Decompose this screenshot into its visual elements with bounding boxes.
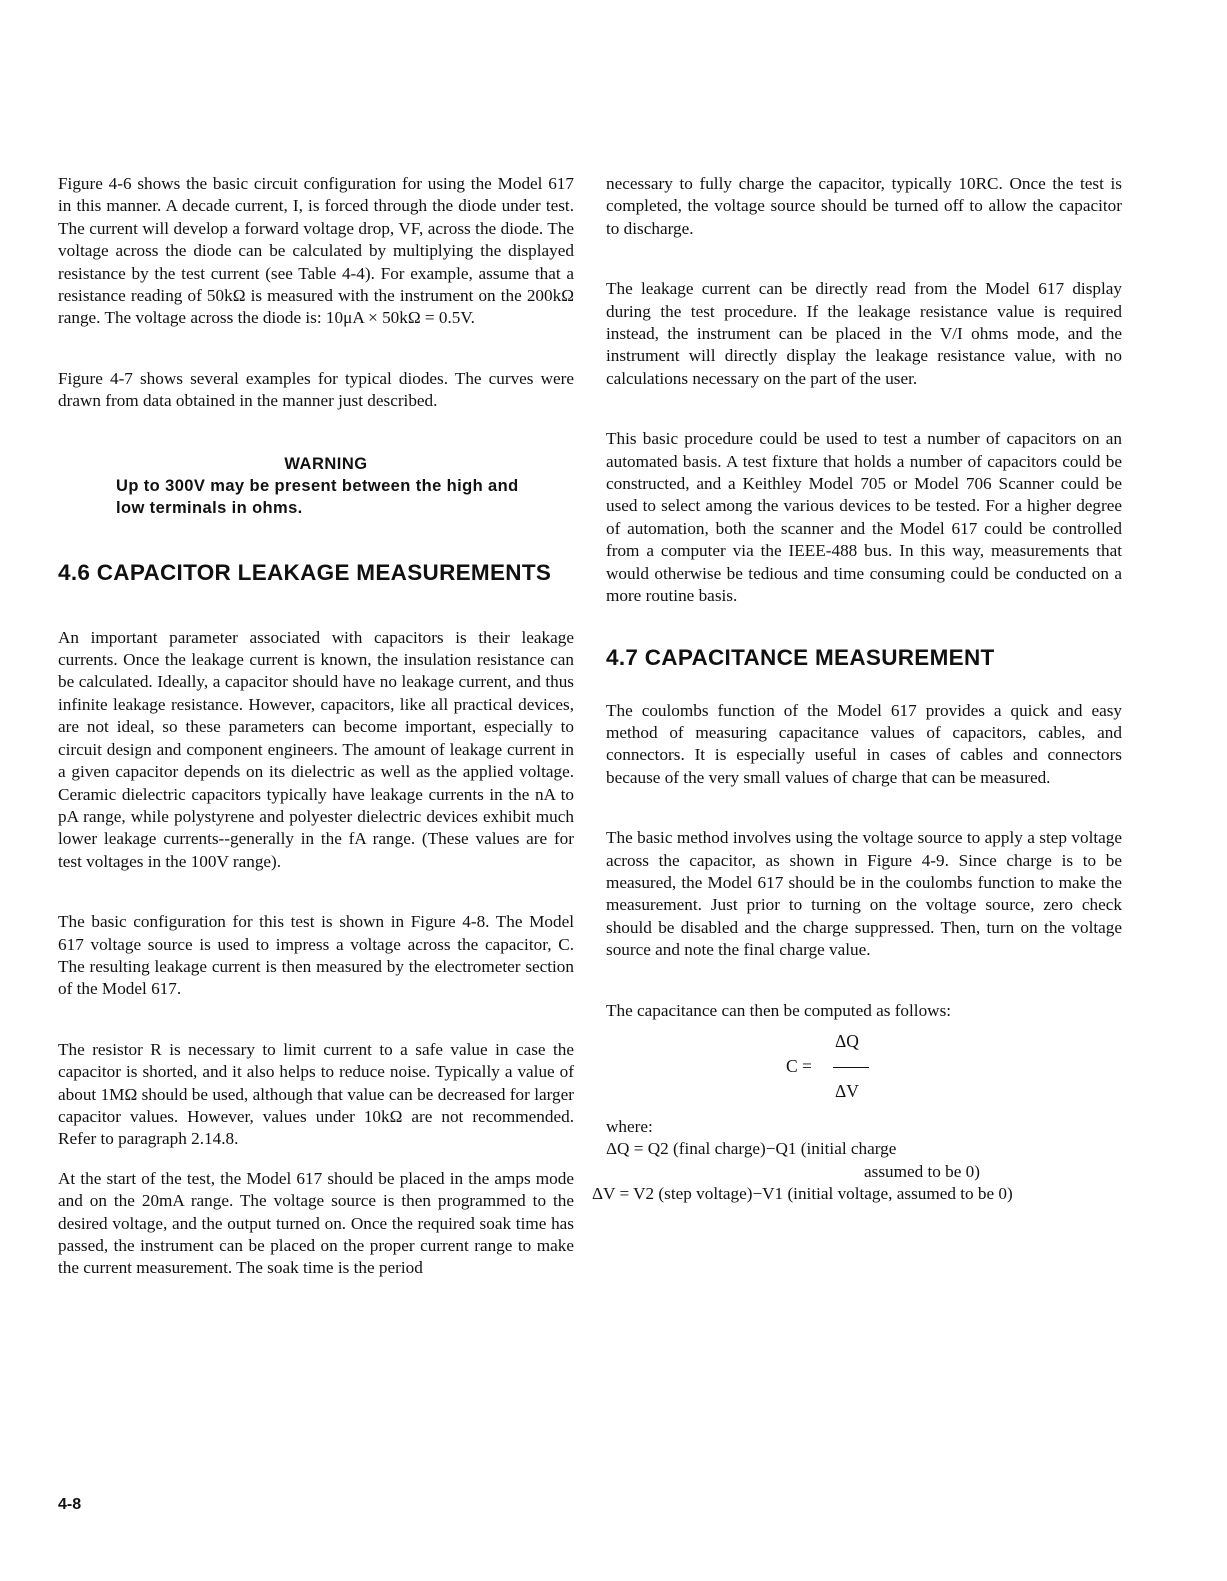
- page-number: 4-8: [58, 1496, 82, 1513]
- formula-denominator: ΔV: [835, 1080, 859, 1101]
- fraction-bar: [833, 1067, 869, 1069]
- paragraph-basic-configuration: The basic configuration for this test is shown in Figure 4-8. The Model 617 voltage source is used to impress a voltage across the capacitor, C. The resulting leakage current is then measured by the electrometer section of the Model 617.: [58, 912, 574, 999]
- capacitance-formula: [606, 1022, 1122, 1106]
- warning-title: WARNING: [284, 454, 368, 473]
- left-column: [58, 173, 574, 1280]
- paragraph-compute-capacitance: The capacitance can then be computed as follows:: [606, 1000, 952, 1020]
- formula-lhs: C =: [786, 1055, 812, 1076]
- warning-text: Up to 300V may be present between the high and low terminals in ohms.: [116, 476, 519, 517]
- where-label: where:: [606, 1116, 653, 1136]
- section-heading-4-7: 4.7 CAPACITANCE MEASUREMENT: [606, 644, 995, 670]
- delta-q-definition-continued: assumed to be 0): [864, 1161, 980, 1181]
- paragraph-diode-configuration: Figure 4-6 shows the basic circuit configuration for using the Model 617 in this manner. A decade current, I, is forced through the diode under test. The current will develop a forward voltage drop, VF, across the diode. The voltage across the diode can be calculated by multiplying the displayed resistance by the test current (see Table 4-4). For example, assume that a resistance reading of 50kΩ is measured with the instrument on the 200kΩ range. The voltage across the diode is: 10μA × 50kΩ = 0.5V.: [58, 174, 574, 328]
- delta-q-definition: ΔQ = Q2 (final charge)−Q1 (initial charge: [606, 1139, 897, 1159]
- paragraph-diode-curves: Figure 4-7 shows several examples for typical diodes. The curves were drawn from data obtained in the manner just described.: [58, 368, 574, 411]
- paragraph-leakage-readout: The leakage current can be directly read from the Model 617 display during the test procedure. If the leakage resistance value is required instead, the instrument can be placed in the V/I ohms mode, and the instrument will directly display the leakage resistance value, with no calculations necessary on the part of the user.: [606, 279, 1122, 388]
- formula-numerator: ΔQ: [835, 1030, 859, 1051]
- paragraph-automation: This basic procedure could be used to test a number of capacitors on an automated basis. A test fixture that holds a number of capacitors could be constructed, and a Keithley Model 705 or Model 706 Scanner could be used to select among the various devices to be tested. For a higher degree of automation, both the scanner and the Model 617 could be controlled from a computer via the IEEE-488 bus. In this way, measurements that would otherwise be tedious and time consuming could be conducted on a more routine basis.: [606, 429, 1122, 606]
- right-column: [592, 173, 1122, 1206]
- paragraph-test-start: At the start of the test, the Model 617 should be placed in the amps mode and on the 20mA range. The voltage source is then programmed to the desired voltage, and the output turned on. Once the required soak time has passed, the instrument can be placed on the proper current range to make the current measurement. The soak time is the period: [58, 1168, 574, 1278]
- paragraph-leakage-parameter: An important parameter associated with capacitors is their leakage currents. Once the leakage current is known, the insulation resistance can be calculated. Ideally, a capacitor should have no leakage current, and thus infinite leakage resistance. However, capacitors, like all practical devices, are not ideal, so these parameters can become important, especially to circuit design and component engineers. The amount of leakage current in a given capacitor depends on its dielectric as well as the applied voltage. Ceramic dielectric capacitors typically have leakage currents in the nA to pA range, while polystyrene and polyester dielectric devices exhibit much lower leakage currents--generally in the fA range. (These values are for test voltages in the 100V range).: [58, 627, 574, 871]
- delta-v-definition: ΔV = V2 (step voltage)−V1 (initial voltage, assumed to be 0): [592, 1184, 1013, 1204]
- paragraph-coulombs-function: The coulombs function of the Model 617 provides a quick and easy method of measuring capacitance values of capacitors, cables, and connectors. It is especially useful in cases of cables and connectors because of the very small values of charge that can be measured.: [606, 700, 1122, 787]
- warning-box: [58, 453, 574, 519]
- paragraph-basic-method: The basic method involves using the voltage source to apply a step voltage across the capacitor, as shown in Figure 4-9. Since charge is to be measured, the Model 617 should be in the coulombs function to make the measurement. Just prior to turning on the voltage source, zero check should be disabled and the charge suppressed. Then, turn on the voltage source and note the final charge value.: [606, 828, 1122, 960]
- section-heading-4-6: 4.6 CAPACITOR LEAKAGE MEASUREMENTS: [58, 559, 552, 585]
- paragraph-charge-capacitor: necessary to fully charge the capacitor, typically 10RC. Once the test is completed, the voltage source should be turned off to allow the capacitor to discharge.: [606, 174, 1122, 238]
- paragraph-resistor-r: The resistor R is necessary to limit current to a safe value in case the capacitor is shorted, and it also helps to reduce noise. Typically a value of about 1MΩ should be used, although that value can be decreased for larger capacitor values. However, values under 10kΩ are not recommended. Refer to paragraph 2.14.8.: [58, 1039, 574, 1149]
